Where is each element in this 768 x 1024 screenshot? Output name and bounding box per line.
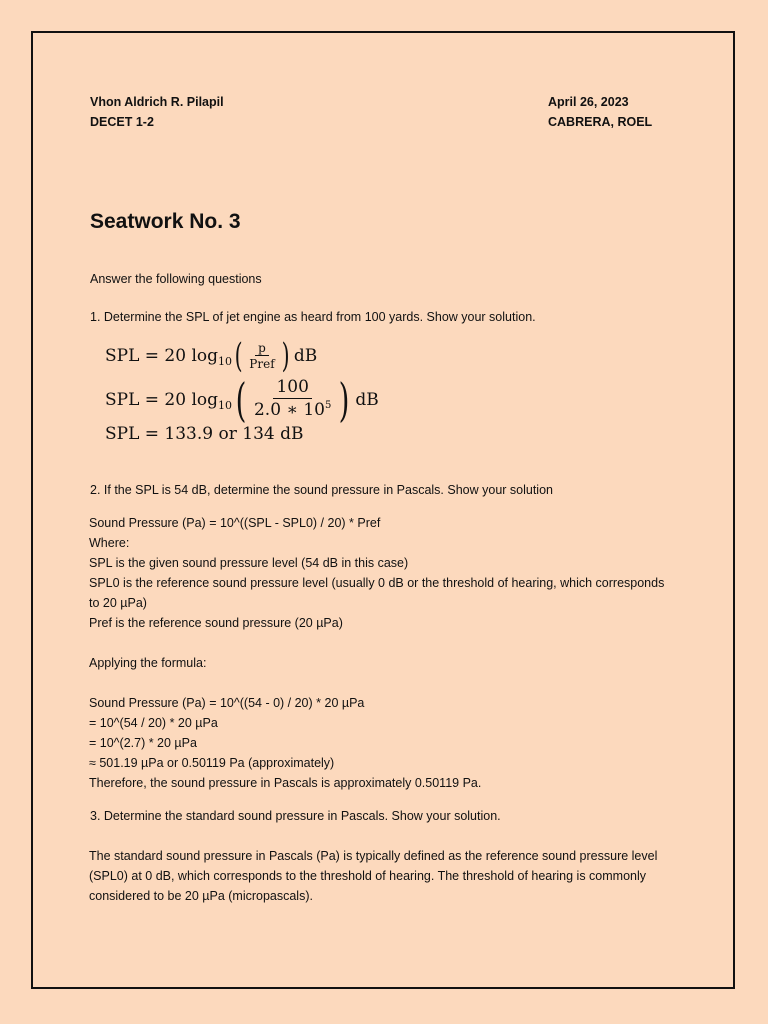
q2-line-6: Pref is the reference sound pressure (20 µPa) <box>89 616 343 630</box>
submission-date: April 26, 2023 <box>548 95 629 109</box>
eq1-open-paren: ( <box>234 336 243 376</box>
instructor-name: CABRERA, ROEL <box>548 115 653 129</box>
eq1-denominator: Pref <box>249 356 275 371</box>
eq2-lhs: SPL = 20 log <box>105 390 219 410</box>
q2-conclusion: Therefore, the sound pressure in Pascals is approximately 0.50119 Pa. <box>89 776 482 790</box>
eq3-text: SPL = 133.9 or 134 dB <box>105 424 304 444</box>
q2-applying: Applying the formula: <box>89 656 207 670</box>
eq2-numerator: 100 <box>273 376 311 399</box>
q2-step-3: = 10^(2.7) * 20 µPa <box>89 736 197 750</box>
eq2-open-paren: ( <box>235 373 247 427</box>
eq2-den-base: 2.0 ∗ 10 <box>253 400 325 420</box>
eq1-fraction <box>246 341 277 372</box>
eq2-denominator <box>251 399 334 424</box>
equation-1 <box>105 336 317 376</box>
eq2-den-exponent: 5 <box>325 400 332 411</box>
student-section: DECET 1-2 <box>90 115 154 129</box>
q3-line-3: considered to be 20 µPa (micropascals). <box>89 889 313 903</box>
q2-line-1: Sound Pressure (Pa) = 10^((SPL - SPL0) / 20) * Pref <box>89 516 381 530</box>
q2-line-4: SPL0 is the reference sound pressure level (usually 0 dB or the threshold of hearing, which corresponds <box>89 576 665 590</box>
equation-2 <box>105 374 379 426</box>
q2-step-1: Sound Pressure (Pa) = 10^((54 - 0) / 20) * 20 µPa <box>89 696 365 710</box>
eq2-fraction <box>251 376 334 424</box>
eq2-unit: dB <box>355 390 379 410</box>
eq1-unit: dB <box>293 346 318 366</box>
eq1-close-paren: ) <box>281 336 290 376</box>
q3-line-1: The standard sound pressure in Pascals (Pa) is typically defined as the reference sound pressure level <box>89 849 658 863</box>
eq1-numerator: p <box>255 341 269 356</box>
instructions: Answer the following questions <box>90 272 262 286</box>
eq1-log-base: 10 <box>218 354 233 368</box>
q2-line-2: Where: <box>89 536 130 550</box>
q2-line-3: SPL is the given sound pressure level (54 dB in this case) <box>89 556 409 570</box>
eq1-lhs: SPL = 20 log <box>105 346 219 366</box>
q2-step-2: = 10^(54 / 20) * 20 µPa <box>89 716 218 730</box>
eq2-log-base: 10 <box>218 398 233 412</box>
question-1: 1. Determine the SPL of jet engine as heard from 100 yards. Show your solution. <box>90 310 536 324</box>
q2-line-5: to 20 µPa) <box>89 596 147 610</box>
equation-3 <box>105 423 304 445</box>
question-3: 3. Determine the standard sound pressure in Pascals. Show your solution. <box>90 809 501 823</box>
q2-step-4: ≈ 501.19 µPa or 0.50119 Pa (approximately) <box>89 756 335 770</box>
page-title: Seatwork No. 3 <box>90 210 241 233</box>
eq2-close-paren: ) <box>338 373 350 427</box>
page-border <box>31 31 735 989</box>
student-name: Vhon Aldrich R. Pilapil <box>90 95 224 109</box>
q3-line-2: (SPL0) at 0 dB, which corresponds to the threshold of hearing. The threshold of hearing is commonly <box>89 869 647 883</box>
question-2: 2. If the SPL is 54 dB, determine the sound pressure in Pascals. Show your solution <box>90 483 553 497</box>
